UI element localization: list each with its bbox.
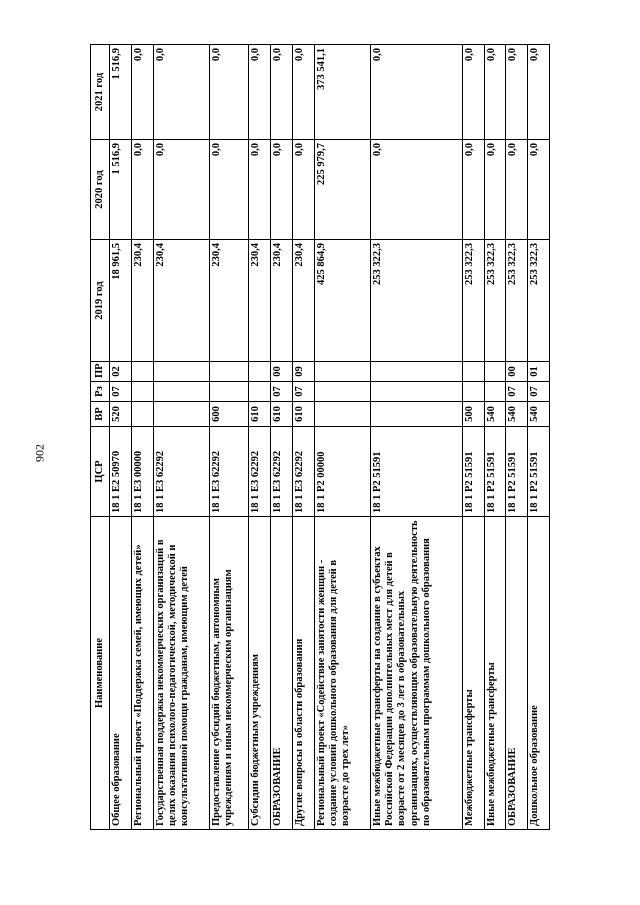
row-csr: 18 1 P2 00000 [314,427,371,517]
row-pr [249,362,271,382]
row-pr: 09 [292,362,314,382]
row-2020: 0,0 [131,140,153,240]
row-rz: 07 [110,382,132,402]
row-name: Иные межбюджетные трансферты на создание в субъектах Российской Федерации дополнительных мест для детей в возрасте от 2 месяцев до 3 лет в образовательных организациях, осуществляющих образовательную деятельность по образовательным программам дошкольного образования [371,517,463,830]
row-pr [371,362,463,382]
row-csr: 18 1 E3 62292 [249,427,271,517]
row-name: ОБРАЗОВАНИЕ [506,517,528,830]
row-csr: 18 1 E3 00000 [131,427,153,517]
row-vr: 610 [271,402,293,427]
row-pr [462,362,484,382]
row-2021: 0,0 [506,45,528,140]
row-pr: 00 [271,362,293,382]
row-rz: 07 [528,382,550,402]
table-row [292,45,314,830]
table-row [462,45,484,830]
header-2020: 2020 год [91,140,110,240]
table-header-row [91,45,110,830]
row-pr: 01 [528,362,550,382]
table-body [110,45,550,830]
table-row [484,45,506,830]
row-name: Государственная поддержка некоммерческих организаций в целях оказания психолого-педагогической, методической и консультативной помощи гражданам, имеющим детей [153,517,210,830]
row-vr: 500 [462,402,484,427]
page-number: 902 [32,444,47,462]
row-name: Иные межбюджетные трансферты [484,517,506,830]
row-2020: 0,0 [484,140,506,240]
row-2019: 230,4 [153,240,210,362]
row-rz [462,382,484,402]
row-csr: 18 1 E3 62292 [210,427,249,517]
row-2019: 230,4 [210,240,249,362]
row-2021: 0,0 [131,45,153,140]
row-name: Общее образование [110,517,132,830]
row-vr: 520 [110,402,132,427]
row-rz [249,382,271,402]
row-name: Межбюджетные трансферты [462,517,484,830]
row-pr [484,362,506,382]
row-vr: 540 [484,402,506,427]
row-csr: 18 1 E3 62292 [153,427,210,517]
row-csr: 18 1 E2 50970 [110,427,132,517]
row-2019: 253 322,3 [528,240,550,362]
row-rz: 07 [292,382,314,402]
table-row [110,45,132,830]
row-rz: 07 [271,382,293,402]
row-vr: 610 [292,402,314,427]
table-row [506,45,528,830]
row-2019: 253 322,3 [484,240,506,362]
row-2020: 0,0 [153,140,210,240]
row-rz [314,382,371,402]
row-csr: 18 1 P2 51591 [371,427,463,517]
row-2020: 0,0 [249,140,271,240]
row-pr [153,362,210,382]
row-2020: 0,0 [271,140,293,240]
row-2020: 0,0 [292,140,314,240]
table-row [210,45,249,830]
row-name: Субсидии бюджетным учреждениям [249,517,271,830]
row-2021: 1 516,9 [110,45,132,140]
row-name: Дошкольное образование [528,517,550,830]
row-2020: 0,0 [462,140,484,240]
row-2019: 425 864,9 [314,240,371,362]
row-vr: 610 [249,402,271,427]
budget-table [90,44,550,830]
row-pr: 02 [110,362,132,382]
rotated-table-container [90,45,550,830]
row-rz [210,382,249,402]
row-2019: 230,4 [249,240,271,362]
row-pr: 00 [506,362,528,382]
row-2019: 230,4 [271,240,293,362]
row-vr: 600 [210,402,249,427]
row-2021: 0,0 [292,45,314,140]
row-2019: 253 322,3 [371,240,463,362]
table-row [153,45,210,830]
row-pr [131,362,153,382]
row-2021: 0,0 [371,45,463,140]
table-row [131,45,153,830]
table-row [271,45,293,830]
row-2019: 230,4 [131,240,153,362]
row-rz [371,382,463,402]
row-2019: 230,4 [292,240,314,362]
header-pr: ПР [91,362,110,382]
row-2021: 0,0 [484,45,506,140]
row-2020: 0,0 [506,140,528,240]
row-2020: 1 516,9 [110,140,132,240]
row-2021: 0,0 [153,45,210,140]
row-2020: 0,0 [528,140,550,240]
row-csr: 18 1 E3 62292 [292,427,314,517]
row-vr [153,402,210,427]
row-2021: 0,0 [528,45,550,140]
row-rz [131,382,153,402]
row-name: Предоставление субсидий бюджетным, автономным учреждениям и иным некоммерческим организациям [210,517,249,830]
table-row [528,45,550,830]
row-2019: 253 322,3 [462,240,484,362]
row-2020: 0,0 [371,140,463,240]
row-vr: 540 [528,402,550,427]
header-2021: 2021 год [91,45,110,140]
row-vr [371,402,463,427]
row-2021: 0,0 [462,45,484,140]
row-pr [314,362,371,382]
row-csr: 18 1 P2 51591 [462,427,484,517]
row-2021: 0,0 [210,45,249,140]
row-2019: 253 322,3 [506,240,528,362]
row-csr: 18 1 E3 62292 [271,427,293,517]
row-pr [210,362,249,382]
row-name: Региональный проект «Поддержка семей, имеющих детей» [131,517,153,830]
row-2021: 0,0 [249,45,271,140]
row-vr: 540 [506,402,528,427]
header-2019: 2019 год [91,240,110,362]
table-row [314,45,371,830]
row-2019: 18 961,5 [110,240,132,362]
row-rz [153,382,210,402]
row-2020: 0,0 [210,140,249,240]
header-vr: ВР [91,402,110,427]
row-csr: 18 1 P2 51591 [484,427,506,517]
row-2021: 373 541,1 [314,45,371,140]
row-2021: 0,0 [271,45,293,140]
row-vr [314,402,371,427]
row-csr: 18 1 P2 51591 [528,427,550,517]
row-csr: 18 1 P2 51591 [506,427,528,517]
row-name: ОБРАЗОВАНИЕ [271,517,293,830]
header-name: Наименование [91,517,110,830]
row-name: Региональный проект «Содействие занятости женщин - создание условий дошкольного образования для детей в возрасте до трех лет» [314,517,371,830]
table-row [371,45,463,830]
row-name: Другие вопросы в области образования [292,517,314,830]
row-vr [131,402,153,427]
header-rz: Рз [91,382,110,402]
row-rz: 07 [506,382,528,402]
row-rz [484,382,506,402]
header-csr: ЦСР [91,427,110,517]
table-row [249,45,271,830]
row-2020: 225 979,7 [314,140,371,240]
